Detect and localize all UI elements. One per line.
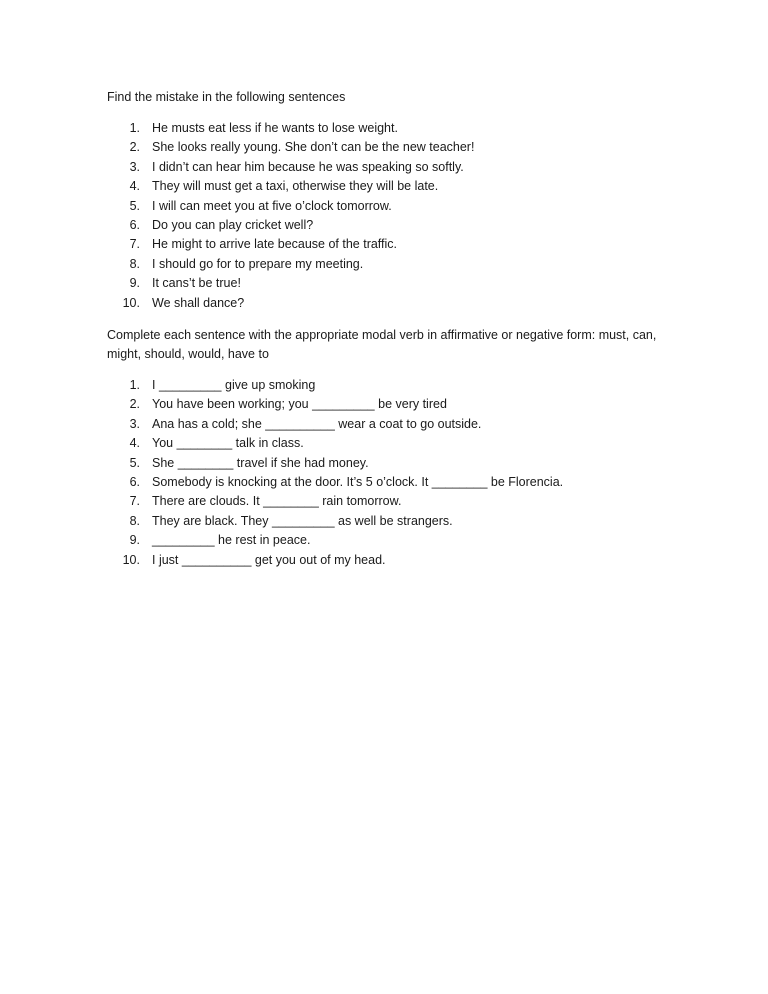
item-text: He might to arrive late because of the traffic.: [152, 237, 398, 252]
item-number: 8.: [129, 513, 140, 528]
section-1-heading: Find the mistake in the following sentences: [107, 90, 346, 104]
item-number: 7.: [129, 237, 140, 252]
item-number: 3.: [129, 159, 140, 174]
item-number: 9.: [129, 276, 140, 291]
item-number: 5.: [129, 198, 140, 213]
item-text: _________ he rest in peace.: [152, 533, 311, 548]
item-number: 1.: [129, 121, 140, 135]
item-text: I didn’t can hear him because he was speaking so softly.: [152, 159, 464, 174]
item-number: 8.: [129, 256, 140, 271]
item-text: Do you can play cricket well?: [152, 217, 314, 232]
item-text: She ________ travel if she had money.: [152, 455, 369, 470]
item-text: You have been working; you _________ be very tired: [152, 397, 447, 412]
item-number: 7.: [129, 494, 140, 509]
item-number: 6.: [129, 217, 140, 232]
item-number: 4.: [129, 179, 140, 194]
item-text: I just __________ get you out of my head.: [152, 552, 386, 567]
item-text: Somebody is knocking at the door. It’s 5 o’clock. It ________ be Florencia.: [152, 474, 564, 489]
item-number: 4.: [129, 436, 140, 451]
item-number: 6.: [129, 474, 140, 489]
item-text: I should go for to prepare my meeting.: [152, 256, 364, 271]
item-text: You ________ talk in class.: [152, 436, 304, 451]
item-text: They will must get a taxi, otherwise they will be late.: [152, 179, 439, 194]
item-number: 2.: [129, 140, 140, 155]
item-text: It cans’t be true!: [152, 276, 241, 291]
item-number: 5.: [129, 455, 140, 470]
item-text: There are clouds. It ________ rain tomorrow.: [152, 494, 402, 509]
item-text: Ana has a cold; she __________ wear a coat to go outside.: [152, 416, 482, 431]
item-number: 3.: [129, 416, 140, 431]
item-number: 10.: [122, 552, 140, 567]
item-number: 10.: [122, 295, 140, 310]
item-text: We shall dance?: [152, 295, 245, 310]
item-number: 2.: [129, 397, 140, 412]
item-text: They are black. They _________ as well be strangers.: [152, 513, 453, 528]
item-text: He musts eat less if he wants to lose weight.: [152, 121, 398, 135]
item-number: 1.: [129, 378, 140, 392]
item-text: I will can meet you at five o’clock tomorrow.: [152, 198, 392, 213]
item-text: I _________ give up smoking: [152, 378, 316, 392]
section-2-heading: Complete each sentence with the appropriate modal verb in affirmative or negative form: must, can, might, should, would, have to: [107, 328, 657, 361]
item-number: 9.: [129, 533, 140, 548]
item-text: She looks really young. She don’t can be the new teacher!: [152, 140, 475, 155]
